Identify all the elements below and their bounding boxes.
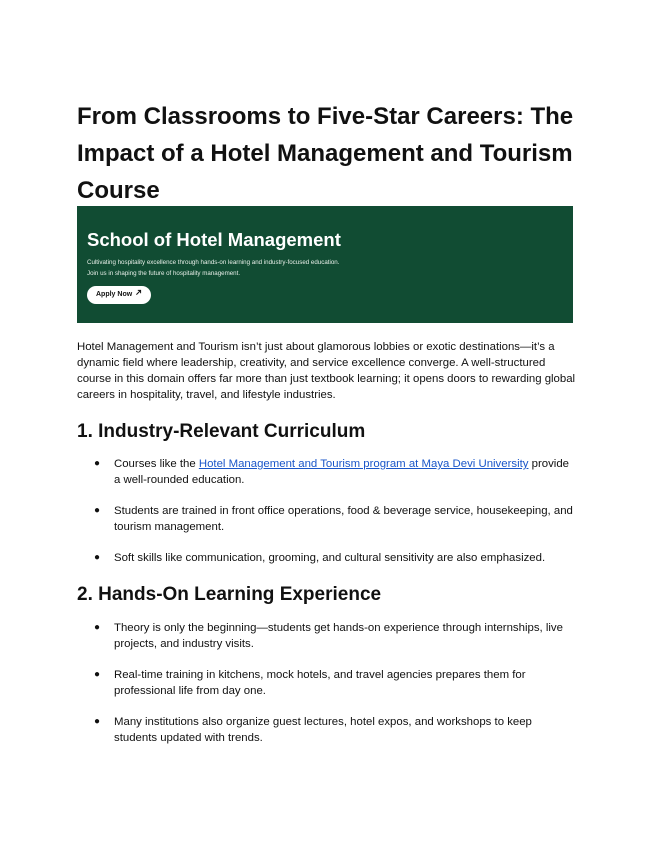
bullet-icon: ● (94, 669, 101, 680)
list-item (77, 667, 573, 699)
list-item (77, 620, 573, 652)
section-heading-curriculum: 1. Industry-Relevant Curriculum (77, 421, 366, 442)
list-item (77, 550, 573, 566)
bullet-icon: ● (94, 716, 101, 727)
list-item-text: Theory is only the beginning—students get hands-on experience through internships, live projects, and industry visits. (114, 622, 563, 650)
apply-now-button[interactable] (87, 286, 151, 304)
page-title: From Classrooms to Five-Star Careers: The Impact of a Hotel Management and Tourism Course (77, 103, 574, 204)
bullet-icon: ● (94, 505, 101, 516)
list-item-text: Students are trained in front office operations, food & beverage service, housekeeping, and tourism management. (114, 505, 573, 533)
hands-on-list (77, 620, 573, 761)
list-item-text: Many institutions also organize guest lectures, hotel expos, and workshops to keep students updated with trends. (114, 716, 532, 744)
list-item-text: Courses like the (114, 458, 199, 470)
list-item (77, 714, 573, 746)
list-item (77, 456, 573, 488)
list-item-text: Soft skills like communication, grooming, and cultural sensitivity are also emphasized. (114, 552, 546, 564)
curriculum-list (77, 456, 573, 581)
bullet-icon: ● (94, 552, 101, 563)
banner-subtitle-line-1: Cultivating hospitality excellence through hands-on learning and industry-focused education. (87, 259, 340, 266)
banner-title: School of Hotel Management (87, 229, 341, 250)
list-item (77, 503, 573, 535)
section-heading-hands-on: 2. Hands-On Learning Experience (77, 584, 382, 605)
banner-subtitle-line-2: Join us in shaping the future of hospitality management. (87, 270, 241, 277)
bullet-icon: ● (94, 458, 101, 469)
list-item-text: provide a well-rounded education. (114, 458, 569, 486)
intro-paragraph: Hotel Management and Tourism isn’t just about glamorous lobbies or exotic destinations—it’s a dynamic field where leadership, creativity, and service excellence converge. A well-structured course in this domain offers far more than just textbook learning; it opens doors to rewarding global careers in hospitality, travel, and lifestyle industries. (77, 341, 576, 401)
school-banner (77, 206, 573, 323)
arrow-icon (135, 286, 142, 304)
maya-devi-program-link[interactable]: Hotel Management and Tourism program at Maya Devi University (198, 458, 529, 470)
apply-now-label: Apply Now (96, 291, 133, 298)
list-item-text: Real-time training in kitchens, mock hotels, and travel agencies prepares them for professional life from day one. (114, 669, 526, 697)
bullet-icon: ● (94, 622, 101, 633)
banner-subtitle (87, 257, 447, 279)
